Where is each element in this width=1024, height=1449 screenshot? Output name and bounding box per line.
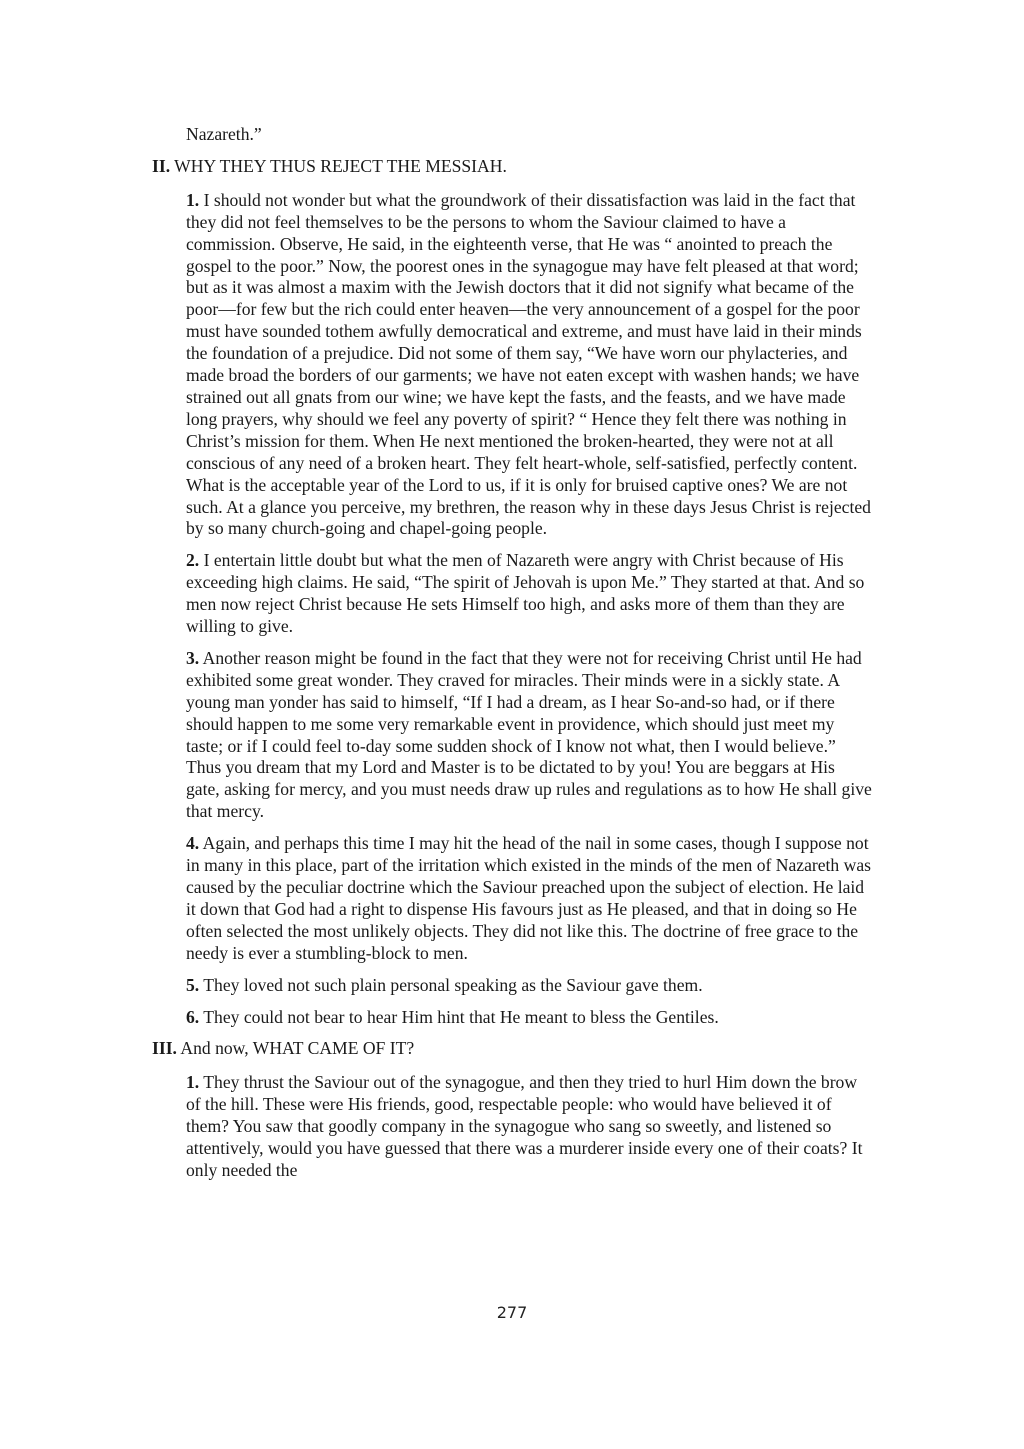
point-text: They could not bear to hear Him hint that He meant to bless the Gentiles. xyxy=(199,1006,719,1027)
paragraph-2-1 xyxy=(152,190,872,541)
paragraph-2-4 xyxy=(152,833,872,964)
section-heading-2 xyxy=(152,156,872,178)
point-number: 1. xyxy=(186,1072,200,1093)
point-number: 3. xyxy=(186,647,200,668)
continuation-text xyxy=(152,124,872,146)
point-number: 6. xyxy=(186,1006,200,1027)
point-number: 1. xyxy=(186,189,200,210)
point-text: Again, and perhaps this time I may hit the head of the nail in some cases, though I suppose not in many in this place, part of the irritation which existed in the minds of the men of Nazareth was caused by the peculiar doctrine which the Saviour preached upon the subject of election. He laid it down that God had a right to dispense His favours just as He pleased, and that in doing so He often selected the most unlikely objects. They did not like this. The doctrine of free grace to the needy is ever a stumbling-block to men. xyxy=(186,833,871,963)
point-text: I entertain little doubt but what the men of Nazareth were angry with Christ because of His exceeding high claims. He said, “The spirit of Jehovah is upon Me.” They started at that. And so men now reject Christ because He sets Himself too high, and asks more of them than they are willing to give. xyxy=(186,550,865,637)
point-number: 4. xyxy=(186,833,200,854)
section-number: II. xyxy=(152,155,171,176)
section-title: And now, WHAT CAME OF IT? xyxy=(176,1038,415,1059)
paragraph-2-5 xyxy=(152,975,872,997)
point-text: They loved not such plain personal speaking as the Saviour gave them. xyxy=(199,974,703,995)
section-number: III. xyxy=(152,1038,177,1059)
page-body xyxy=(152,124,872,1192)
paragraph-2-2 xyxy=(152,550,872,638)
continuation-line: Nazareth.” xyxy=(186,124,262,144)
paragraph-3-1 xyxy=(152,1072,872,1182)
section-heading-3 xyxy=(152,1038,872,1060)
point-number: 2. xyxy=(186,550,200,571)
point-text: They thrust the Saviour out of the synagogue, and then they tried to hurl Him down the brow of the hill. These were His friends, good, respectable people: who would have believed it of them? You saw that goodly company in the synagogue who sang so sweetly, and listened so attentively, would you have guessed that there was a murderer inside every one of their coats? It only needed the xyxy=(186,1072,863,1180)
point-text: Another reason might be found in the fact that they were not for receiving Christ until He had exhibited some great wonder. They craved for miracles. Their minds were in a sickly state. A young man yonder has said to himself, “If I had a dream, as I hear So-and-so had, or if there should happen to me some very remarkable event in providence, which should just meet my taste; or if I could feel to-day some sudden shock of I know not what, then I would believe.” Thus you dream that my Lord and Master is to be dictated to by you! You are beggars at His gate, asking for mercy, and you must needs draw up rules and regulations as to how He shall give that mercy. xyxy=(186,647,872,822)
page-number: 277 xyxy=(496,1303,528,1322)
point-number: 5. xyxy=(186,974,200,995)
paragraph-2-3 xyxy=(152,648,872,823)
paragraph-2-6 xyxy=(152,1007,872,1029)
section-title: WHY THEY THUS REJECT THE MESSIAH. xyxy=(170,155,507,176)
point-text: I should not wonder but what the groundwork of their dissatisfaction was laid in the fact that they did not feel themselves to be the persons to whom the Saviour claimed to have a commission. Observe, He said, in the eighteenth verse, that He was “ anointed to preach the gospel to the poor.” Now, the poorest ones in the synagogue may have felt pleased at that word; but as it was almost a maxim with the Jewish doctors that it did not signify what became of the poor—for few but the rich could enter heaven—the very announcement of a gospel for the poor must have sounded tothem awfully democratical and extreme, and must have laid in their minds the foundation of a prejudice. Did not some of them say, “We have worn our phylacteries, and made broad the borders of our garments; we have not eaten except with washen hands; we have strained out all gnats from our wine; we have kept the fasts, and the feasts, and we have made long prayers, why should we feel any poverty of spirit? “ Hence they felt there was nothing in Christ’s mission for them. When He next mentioned the broken-hearted, they were not at all conscious of any need of a broken heart. They felt heart-whole, self-satisfied, perfectly content. What is the acceptable year of the Lord to us, if it is only for bruised captive ones? We are not such. At a glance you perceive, my brethren, the reason why in these days Jesus Christ is rejected by so many church-going and chapel-going people. xyxy=(186,189,871,539)
